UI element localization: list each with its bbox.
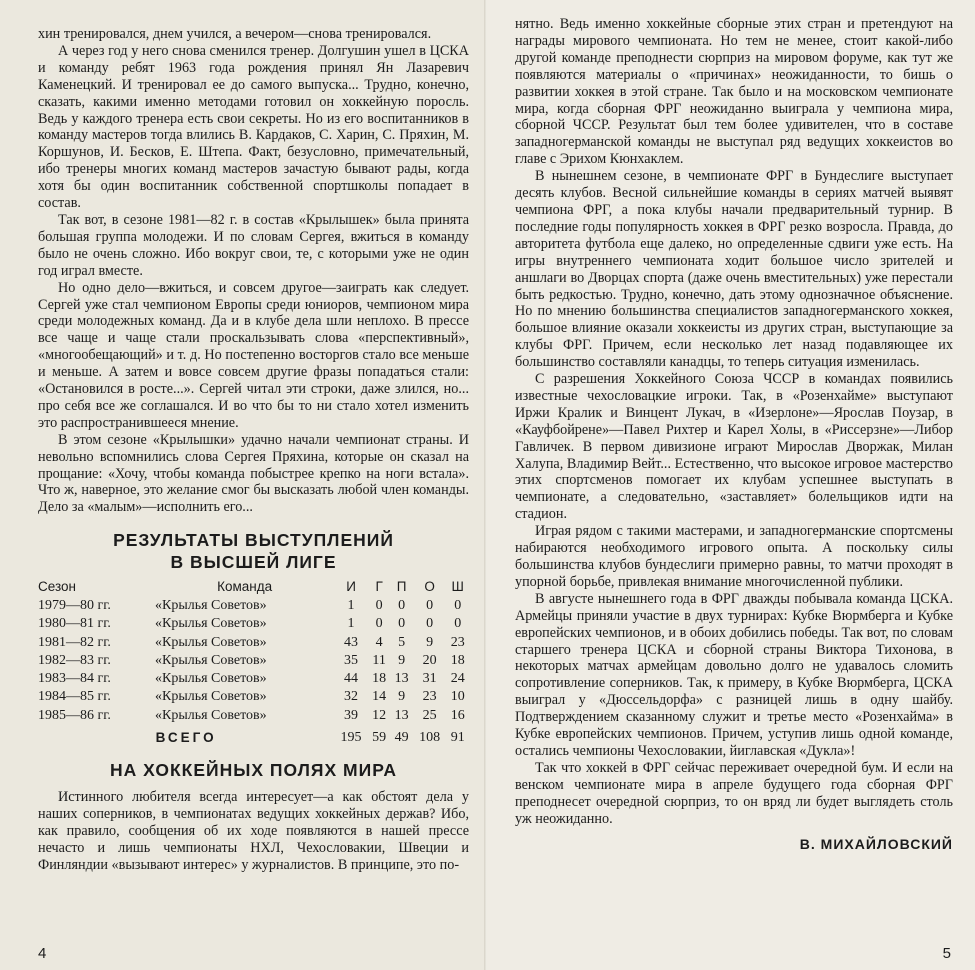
cell-goals: 14 (372, 689, 387, 705)
cell-goals: 0 (375, 616, 383, 632)
column-header-penalties: Ш (451, 579, 464, 595)
table-total-row (38, 725, 469, 747)
cell-points: 23 (422, 689, 437, 705)
table-row (38, 597, 469, 615)
cell-assists: 13 (394, 707, 409, 723)
paragraph: В этом сезоне «Крылышки» удачно начали чемпионат страны. И невольно вспомнились слова Сергея Пряхина, которые он сказал на прощание: «Хочу, чтобы команда побыстрее крепко на ноги встала». Что ж, наверное, это желание смог бы высказать любой член команды. Дело за «малым»—исполнить его... (38, 431, 469, 516)
total-penalties: 91 (450, 729, 465, 745)
cell-team: «Крылья Советов» (154, 634, 267, 650)
cell-penalties: 0 (454, 616, 462, 632)
cell-team: «Крылья Советов» (154, 616, 267, 632)
page-number: 5 (942, 945, 951, 962)
cell-season: 1982—83 гг. (38, 652, 111, 668)
cell-assists: 0 (398, 616, 406, 632)
column-header-assists: П (396, 579, 407, 595)
cell-points: 0 (426, 598, 434, 614)
paragraph: Играя рядом с такими мастерами, и западногерманские спортсмены набираются необходимого игрового опыта. А поскольку силы большинства клубов бундеслиги примерно равны, то матчи проходят в упорной борьбе, привлекая внимание многочисленной публики. (515, 523, 953, 590)
cell-goals: 18 (372, 671, 387, 687)
table-row (38, 652, 469, 670)
cell-season: 1983—84 гг. (38, 671, 111, 687)
table-row (38, 670, 469, 688)
table-row (38, 707, 469, 725)
cell-games: 1 (347, 616, 355, 632)
paragraph: С разрешения Хоккейного Союза ЧССР в командах появились известные чехословацкие игроки. Так, в «Розенхайме» выступают Иржи Кралик и Винцент Лукач, в «Изерлоне»—Ярослав Поузар, в «Кауфбойрене»—Павел Рихтер и Карел Холы, в «Риссерзне»—Либор Гавличек. В первом дивизионе играют Мирослав Дворжак, Милан Халупа, Владимир Вейт... Естественно, что высокое игровое мастерство этих спортсменов помогает их клубам успешнее выступать в чемпионате, а следовательно, «заставляет» болельщиков идти на стадион. (515, 371, 953, 523)
table-row (38, 688, 469, 706)
cell-season: 1984—85 гг. (38, 689, 111, 705)
page-number: 4 (38, 945, 47, 962)
table-row (38, 634, 469, 652)
cell-games: 32 (344, 689, 359, 705)
table-row (38, 615, 469, 633)
cell-season: 1979—80 гг. (38, 598, 111, 614)
cell-goals: 4 (375, 634, 383, 650)
total-goals: 59 (372, 729, 387, 745)
cell-season: 1981—82 гг. (38, 634, 111, 650)
cell-penalties: 23 (450, 634, 465, 650)
cell-team: «Крылья Советов» (154, 652, 267, 668)
right-page (487, 0, 975, 970)
cell-penalties: 0 (454, 598, 462, 614)
total-label: ВСЕГО (155, 729, 217, 745)
cell-assists: 13 (394, 671, 409, 687)
cell-points: 31 (422, 671, 437, 687)
column-header-season: Сезон (38, 579, 76, 595)
results-heading-line2: В ВЫСШЕЙ ЛИГЕ (170, 552, 337, 573)
cell-games: 43 (344, 634, 359, 650)
total-games: 195 (340, 729, 362, 745)
left-page (0, 0, 487, 970)
cell-assists: 0 (398, 598, 406, 614)
cell-season: 1985—86 гг. (38, 707, 111, 723)
paragraph: Так вот, в сезоне 1981—82 г. в состав «Крылышек» была принята большая группа молодежи. И по словам Сергея, вжиться в команду было не очень сложно. Ибо вокруг свои, те, с которыми уже не один год играл вместе. (38, 211, 469, 279)
results-table (38, 579, 469, 747)
total-points: 108 (419, 729, 441, 745)
results-heading-line1: РЕЗУЛЬТАТЫ ВЫСТУПЛЕНИЙ (113, 530, 394, 551)
cell-games: 35 (344, 652, 359, 668)
cell-points: 25 (422, 707, 437, 723)
column-header-goals: Г (375, 579, 383, 595)
world-heading: НА ХОККЕЙНЫХ ПОЛЯХ МИРА (110, 759, 397, 780)
cell-goals: 11 (372, 652, 386, 668)
column-header-games: И (346, 579, 356, 595)
cell-games: 39 (344, 707, 359, 723)
cell-team: «Крылья Советов» (154, 689, 267, 705)
table-header-row (38, 579, 469, 597)
cell-team: «Крылья Советов» (154, 707, 267, 723)
paragraph: нятно. Ведь именно хоккейные сборные этих стран и претендуют на награды мирового чемпионата. Но тем не менее, стоит какой-либо другой команде преподнести сюрприз на мировом форуме, как тут же появляются материалы о «причинах» неожиданности, то бишь о развитии хоккея в этой стране. Так было и на московском чемпионате мира, когда сборная ФРГ неожиданно выиграла у чемпиона мира, сборной ЧССР. Результат был тем более удивителен, что в составе западногерманской команды не выступал ряд ведущих хоккеистов во главе с Эрихом Кюнхаклем. (515, 16, 953, 168)
column-header-team: Команда (217, 579, 273, 595)
results-heading (38, 529, 469, 573)
cell-points: 0 (426, 616, 434, 632)
paragraph: В нынешнем сезоне, в чемпионате ФРГ в Бундеслиге выступает десять клубов. Весной сильнейшие команды в сериях матчей выявят чемпиона ФРГ, а пока клубы начали предварительный турнир. В последние годы популярность хоккея в ФРГ резко возросла. Правда, до авторитета футбола еще далеко, но определенные сдвиги уже есть. На игры внутреннего чемпионата ходит большое число зрителей и аншлаги во Дворцах спорта (даже очень вместительных) уже перестали быть редкостью. Трудно, конечно, дать этому однозначное объяснение. Но по мнению большинства специалистов западногерманского хоккея, большое влияние оказали хоккеисты из других стран, выступающие за клубы ФРГ. Причем, если несколько лет назад подавляющее их большинство составляли канадцы, то теперь ситуация изменилась. (515, 168, 953, 371)
cell-season: 1980—81 гг. (38, 616, 111, 632)
paragraph: хин тренировался, днем учился, а вечером—снова тренировался. (38, 26, 432, 42)
cell-penalties: 10 (450, 689, 465, 705)
cell-assists: 5 (398, 634, 406, 650)
cell-goals: 12 (372, 707, 387, 723)
paragraph: В августе нынешнего года в ФРГ дважды побывала команда ЦСКА. Армейцы приняли участие в двух турнирах: Кубке Вюрмберга и Кубке европейских чемпионов, и в обоих добились победы. Так вот, по словам старшего тренера ЦСКА и сборной страны Виктора Тихонова, в некоторых матчах армейцам довольно долго не удавалось сломить сопротивление соперников. Так, к примеру, в Кубке Вюрмберга, ЦСКА выиграл у «Дюссельдорфа» с разницей лишь в одну шайбу. Подтверждением сказанному служит и третье место «Розенхайма» в Кубке европейских чемпионов. Причем, уступив лишь одной команде, остались чемпионы Чехословакии, йиглавская «Дукла»! (515, 590, 953, 759)
paragraph: Истинного любителя всегда интересует—а как обстоят дела у наших соперников, в чемпионатах ведущих хоккейных держав? Ибо, как правило, сообщения об их ходе появляются в нашей прессе нечасто и лишь чемпионаты НХЛ, Чехословакии, Швеции и Финляндии «вызывают интерес» у журналистов. В принципе, это по- (38, 788, 469, 873)
cell-games: 1 (347, 598, 355, 614)
paragraph: Но одно дело—вжиться, и совсем другое—заиграть как следует. Сергей уже стал чемпионом Европы среди юниоров, чемпионом мира среди молодежных команд. Да и в клубе дела шли неплохо. В прессе все чаще и чаще стали проскальзывать слова «перспективный», «многообещающий» и т. д. Но постепенно восторгов стало все меньше и меньше. А затем и вовсе совсем другие фразы попадаться стали: «Остановился в росте...». Сергей читал эти строки, даже злился, но... про себя все же соглашался. И во что бы то ни стало хотел изменить это распространившееся мнение. (38, 279, 469, 431)
cell-team: «Крылья Советов» (154, 598, 267, 614)
author-signature: В. МИХАЙЛОВСКИЙ (799, 835, 953, 852)
paragraph: Так что хоккей в ФРГ сейчас переживает очередной бум. И если на венском чемпионате мира в апреле будущего года сборная ФРГ преподнесет очередной сюрприз, то он вряд ли будет выглядеть столь уж неожиданно. (515, 759, 953, 827)
cell-assists: 9 (398, 652, 406, 668)
cell-points: 9 (426, 634, 434, 650)
cell-penalties: 18 (450, 652, 465, 668)
cell-penalties: 16 (450, 707, 465, 723)
total-assists: 49 (394, 729, 409, 745)
paragraph: А через год у него снова сменился тренер. Долгушин ушел в ЦСКА и команду ребят 1963 года рождения принял Ян Лазаревич Каменецкий. И тренировал ее до самого выпуска... Трудно, конечно, сказать, какими именно методами готовил он хоккейную поросль. Ведь у каждого тренера есть свои секреты. Но из его воспитанников в команду мастеров тогда влились В. Кардаков, С. Харин, С. Пряхин, М. Коршунов, И. Бесков, Е. Штепа. Факт, безусловно, примечательный, ибо тренеры многих команд мастеров зачастую бывают рады, когда хотя бы один воспитанник собственной спортшколы попадает в состав. (38, 42, 469, 212)
cell-assists: 9 (398, 689, 406, 705)
cell-penalties: 24 (450, 671, 465, 687)
column-header-points: О (424, 579, 435, 595)
cell-points: 20 (422, 652, 437, 668)
cell-team: «Крылья Советов» (154, 671, 267, 687)
cell-goals: 0 (375, 598, 383, 614)
cell-games: 44 (344, 671, 359, 687)
